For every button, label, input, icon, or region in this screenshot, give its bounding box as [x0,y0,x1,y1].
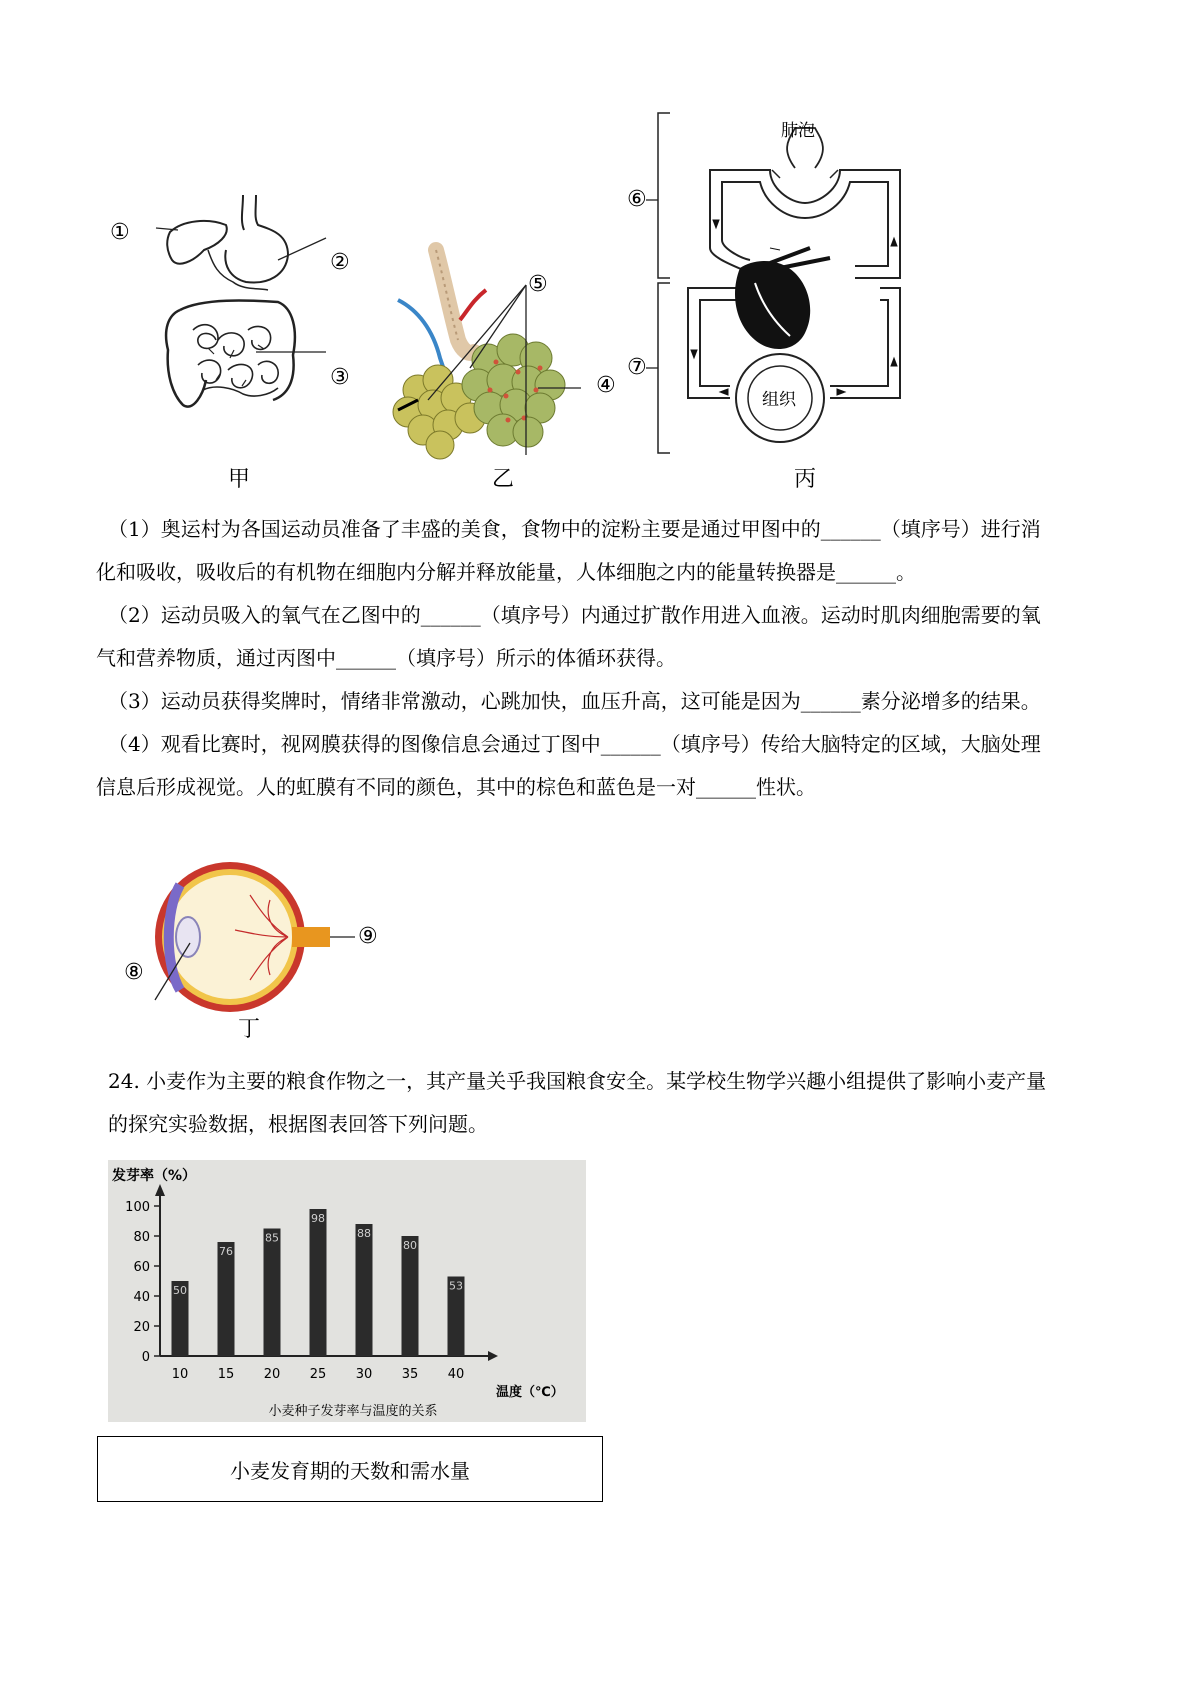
tissue-label: 组织 [762,390,796,410]
x-tick-label: 20 [263,1367,281,1382]
caption-ding: 丁 [238,1017,261,1042]
caption-yi: 乙 [492,467,515,492]
y-tick-label: 20 [133,1320,150,1335]
x-tick-label: 25 [309,1367,327,1382]
caption-jia: 甲 [228,467,251,492]
y-tick-label: 40 [133,1290,150,1305]
data-label: 50 [173,1284,187,1297]
y-tick-label: 0 [141,1350,150,1365]
bar [264,1229,281,1357]
x-axis-label: 温度（℃） [496,1385,564,1400]
label-8: ⑧ [124,960,144,985]
question-2-line-1: （2）运动员吸入的氧气在乙图中的______（填序号）内通过扩散作用进入血液。运动时肌肉细胞需要的氧 [108,603,1041,627]
bar [218,1242,235,1356]
data-label: 53 [449,1279,463,1293]
label-2: ② [330,250,350,275]
germination-bar-chart [108,1160,586,1422]
x-tick-label: 35 [401,1367,419,1382]
y-tick-label: 60 [133,1260,150,1275]
data-label: 85 [265,1231,279,1245]
x-tick-label: 30 [355,1367,373,1382]
data-label: 98 [311,1212,325,1225]
question-2-line-2: 气和营养物质，通过丙图中______（填序号）所示的体循环获得。 [96,646,676,670]
label-3: ③ [330,365,350,390]
x-tick-label: 15 [217,1367,235,1382]
label-6: ⑥ [627,187,647,212]
data-label: 88 [357,1227,371,1240]
bar [402,1236,419,1356]
bar [356,1224,373,1356]
question-24-line-1: 24. 小麦作为主要的粮食作物之一，其产量关乎我国粮食安全。某学校生物学兴趣小组提供了影响小麦产量 [108,1069,1047,1093]
question-4-line-1: （4）观看比赛时，视网膜获得的图像信息会通过丁图中______（填序号）传给大脑特定的区域，大脑处理 [108,732,1041,756]
caption-bing: 丙 [794,467,817,492]
question-4-line-2: 信息后形成视觉。人的虹膜有不同的颜色，其中的棕色和蓝色是一对______性状。 [96,775,816,799]
label-5: ⑤ [528,272,548,297]
label-1: ① [110,220,130,245]
figure-jia-digestive-system [108,190,368,490]
question-1-line-2: 化和吸收，吸收后的有机物在细胞内分解并释放能量，人体细胞之内的能量转换器是______。 [96,560,916,584]
question-block [96,508,1108,809]
bar [310,1209,327,1356]
question-3-line-1: （3）运动员获得奖牌时，情绪非常激动，心跳加快，血压升高，这可能是因为______素分泌增多的结果。 [108,689,1041,713]
water-demand-table [97,1436,603,1502]
y-tick-label: 100 [125,1200,150,1215]
y-axis-label: 发芽率（%） [112,1168,197,1184]
data-label: 76 [219,1245,233,1258]
question-24-block [108,1060,1108,1146]
y-tick-label: 80 [133,1230,150,1245]
label-7: ⑦ [627,355,647,380]
x-tick-label: 10 [171,1367,189,1382]
label-9: ⑨ [358,924,378,949]
figure-yi-alveoli [378,240,638,470]
question-1-line-1: （1）奥运村为各国运动员准备了丰盛的美食，食物中的淀粉主要是通过甲图中的______（填序号）进行消 [108,517,1041,541]
table-title: 小麦发育期的天数和需水量 [230,1458,470,1483]
alveolus-label: 肺泡 [781,121,815,141]
question-24-line-2: 的探究实验数据，根据图表回答下列问题。 [108,1112,488,1136]
chart-title: 小麦种子发芽率与温度的关系 [268,1404,438,1419]
label-4: ④ [596,373,616,398]
data-label: 80 [403,1239,417,1252]
x-tick-label: 40 [447,1367,465,1382]
